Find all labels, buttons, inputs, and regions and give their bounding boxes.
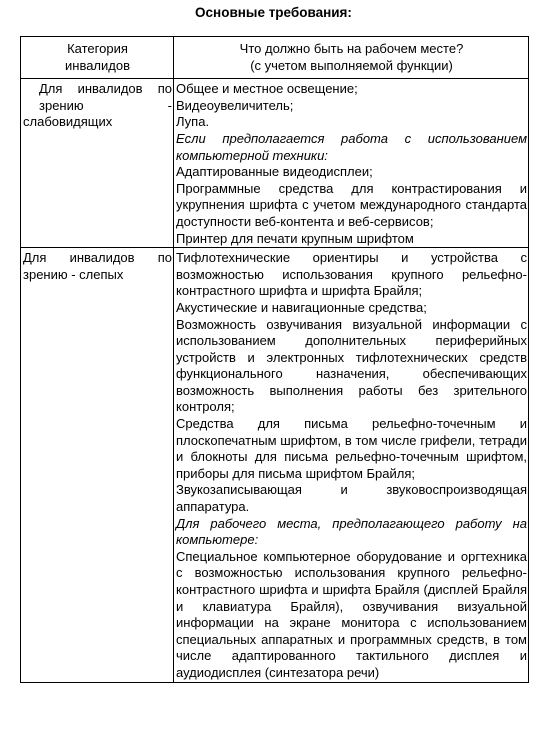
requirement-item: Видеоувеличитель; [176, 97, 294, 113]
table-row [21, 79, 529, 248]
requirement-item: Акустические и навигационные средства; [176, 299, 427, 315]
requirements-cell [174, 248, 529, 682]
table-header-row [21, 37, 529, 79]
page-title: Основные требования: [195, 5, 352, 20]
header-workplace-line: Что должно быть на рабочем месте? [239, 41, 464, 56]
category-line [39, 98, 172, 115]
category-word: - [167, 97, 172, 113]
requirements-table [20, 36, 529, 683]
table-row [21, 248, 529, 682]
header-category-line: Категория [67, 41, 128, 56]
requirement-item: Общее и местное освещение; [176, 81, 358, 97]
requirement-subheading: Для рабочего места, предполагающего работу на компьютере: [176, 515, 527, 548]
category-line: слабовидящих [23, 114, 113, 130]
category-line: Для инвалидов по [23, 250, 172, 266]
category-cell [21, 248, 174, 682]
header-workplace [174, 37, 529, 79]
requirement-item: Адаптированные видеодисплеи; [176, 164, 373, 180]
header-workplace-line: (с учетом выполняемой функции) [250, 57, 453, 73]
requirement-item: Принтер для печати крупным шрифтом [176, 230, 414, 246]
requirement-item: Лупа. [176, 114, 210, 130]
requirements-cell [174, 79, 529, 248]
header-category-line: инвалидов [65, 57, 130, 73]
requirement-subheading: Если предполагается работа с использованием компьютерной техники: [176, 130, 527, 163]
category-line: зрению - слепых [23, 266, 124, 282]
header-category [21, 37, 174, 79]
requirement-item: Тифлотехнические ориентиры и устройства с возможностью использования крупного рельефно-контрастного шрифта и шрифта Брайля; [176, 250, 527, 299]
category-line: Для инвалидов по [39, 81, 172, 97]
category-cell [21, 79, 174, 248]
requirement-item: Звукозаписывающая и звуковоспроизводящая аппаратура. [176, 482, 527, 515]
category-word: зрению [39, 97, 84, 113]
requirement-item: Специальное компьютерное оборудование и оргтехника с возможностью использования крупного рельефно-контрастного шрифта и шрифта Брайля (дисплей Брайля и клавиатура Брайля), озвучивания визуальной информации на экране монитора с использованием специальных аппаратных и программных средств, в том числе адаптированного тактильного дисплея и аудиодисплея (синтезатора речи) [176, 548, 527, 680]
requirement-item: Средства для письма рельефно-точечным и плоскопечатным шрифтом, в том числе грифели, тетради и блокноты для письма рельефно-точечным шрифтом, приборы для письма шрифтом Брайля; [176, 416, 527, 481]
requirement-item: Возможность озвучивания визуальной информации с использованием дополнительных периферийных устройств и электронных тифлотехнических средств функционального назначения, обеспечивающих возможность выполнения работы без зрительного контроля; [176, 316, 527, 415]
requirement-item: Программные средства для контрастирования и укрупнения шрифта с учетом международного стандарта доступности веб-контента и веб-сервисов; [176, 180, 527, 229]
